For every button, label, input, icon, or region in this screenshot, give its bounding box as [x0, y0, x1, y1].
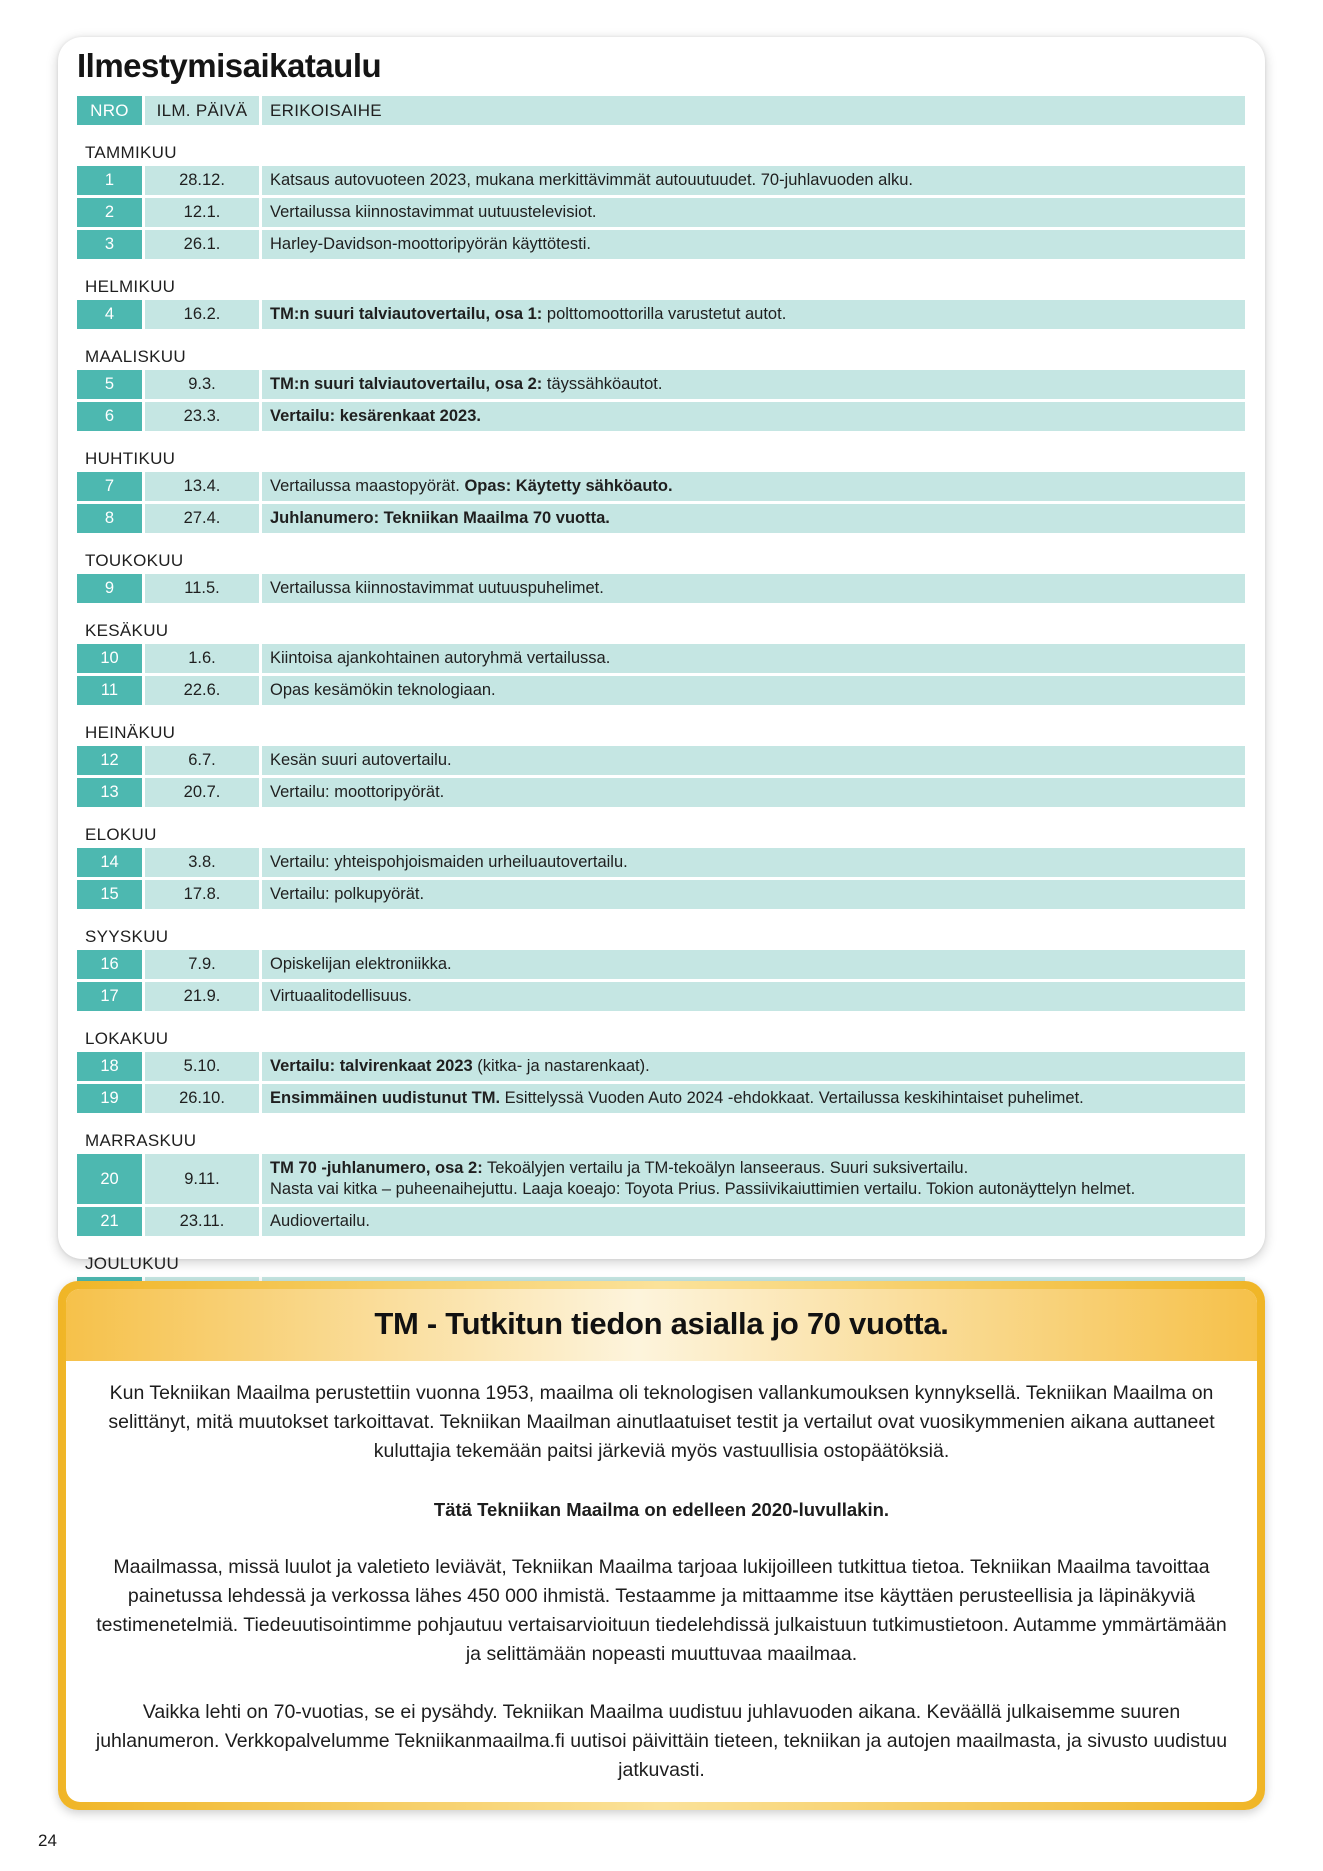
topic-bold-text: Opas: Käytetty sähköauto.: [464, 477, 673, 495]
issue-topic: [259, 880, 1245, 909]
issue-row: [77, 230, 1245, 259]
issue-number: 3: [77, 230, 142, 259]
schedule-title: Ilmestymisaikataulu: [77, 47, 382, 84]
month-label: HUHTIKUU: [85, 449, 176, 468]
issue-number: 14: [77, 848, 142, 877]
issue-topic: [259, 472, 1245, 501]
page-number: 24: [38, 1831, 57, 1850]
month-row: [77, 262, 1245, 297]
issue-topic: [259, 778, 1245, 807]
issue-date: 9.11.: [142, 1154, 259, 1204]
topic-text: Opiskelijan elektroniikka.: [270, 955, 452, 973]
issue-row: [77, 472, 1245, 501]
month-label: LOKAKUU: [85, 1029, 169, 1048]
issue-row: [77, 1154, 1245, 1204]
issue-topic: [259, 402, 1245, 431]
issue-topic: [259, 676, 1245, 705]
issue-number: 8: [77, 504, 142, 533]
issue-row: [77, 880, 1245, 909]
schedule-body: [77, 128, 1245, 1306]
topic-text: Audiovertailu.: [270, 1212, 370, 1230]
topic-text: Kiintoisa ajankohtainen autoryhmä vertailussa.: [270, 649, 611, 667]
issue-row: [77, 1084, 1245, 1113]
month-row: [77, 606, 1245, 641]
issue-date: 28.12.: [142, 166, 259, 195]
topic-bold-text: Vertailu: talvirenkaat 2023: [270, 1057, 473, 1075]
topic-text: Nasta vai kitka – puheenaihejuttu. Laaja koeajo: Toyota Prius. Passiivikaiuttimien vertailu. Tokion autonäyttelyn helmet.: [270, 1180, 1136, 1198]
issue-number: 7: [77, 472, 142, 501]
info-paragraph-3: Vaikka lehti on 70-vuotias, se ei pysähdy. Tekniikan Maailma uudistuu juhlavuoden aikana. Keväällä julkaisemme suuren juhlanumeron. Verkkopalvelumme Tekniikanmaailma.fi uutisoi päivittäin tieteen, tekniikan ja autojen maailmasta, ja sivusto uudistuu jatkuvasti.: [95, 1701, 1228, 1781]
issue-date: 26.10.: [142, 1084, 259, 1113]
issue-row: [77, 198, 1245, 227]
month-row: [77, 434, 1245, 469]
issue-date: 13.4.: [142, 472, 259, 501]
issue-date: 1.6.: [142, 644, 259, 673]
issue-row: [77, 950, 1245, 979]
issue-number: 9: [77, 574, 142, 603]
issue-number: 6: [77, 402, 142, 431]
issue-number: 11: [77, 676, 142, 705]
topic-bold-text: Vertailu: kesärenkaat 2023.: [270, 407, 481, 425]
issue-row: [77, 644, 1245, 673]
issue-topic: [259, 230, 1245, 259]
month-label: MARRASKUU: [85, 1131, 197, 1150]
issue-row: [77, 1207, 1245, 1236]
header-topic: ERIKOISAIHE: [259, 96, 1245, 125]
month-label: TAMMIKUU: [85, 143, 177, 162]
topic-bold-text: Ensimmäinen uudistunut TM.: [270, 1089, 501, 1107]
issue-number: 17: [77, 982, 142, 1011]
month-label: KESÄKUU: [85, 621, 169, 640]
issue-row: [77, 746, 1245, 775]
issue-number: 1: [77, 166, 142, 195]
issue-row: [77, 574, 1245, 603]
issue-row: [77, 166, 1245, 195]
topic-text: Tekoälyjen vertailu ja TM-tekoälyn lanseeraus. Suuri suksivertailu.: [482, 1159, 969, 1177]
topic-bold-text: TM:n suuri talviautovertailu, osa 1:: [270, 305, 543, 323]
issue-number: 13: [77, 778, 142, 807]
month-label: ELOKUU: [85, 825, 157, 844]
issue-row: [77, 676, 1245, 705]
issue-topic: [259, 746, 1245, 775]
topic-text: Vertailu: moottoripyörät.: [270, 783, 445, 801]
month-row: [77, 1116, 1245, 1151]
issue-topic: [259, 950, 1245, 979]
issue-row: [77, 370, 1245, 399]
issue-number: 12: [77, 746, 142, 775]
issue-number: 20: [77, 1154, 142, 1204]
issue-date: 20.7.: [142, 778, 259, 807]
issue-number: 2: [77, 198, 142, 227]
issue-date: 26.1.: [142, 230, 259, 259]
month-label: JOULUKUU: [85, 1254, 180, 1273]
issue-topic: [259, 300, 1245, 329]
header-date: ILM. PÄIVÄ: [142, 96, 259, 125]
issue-row: [77, 1052, 1245, 1081]
issue-date: 5.10.: [142, 1052, 259, 1081]
issue-topic: [259, 982, 1245, 1011]
issue-topic: [259, 1154, 1245, 1204]
issue-date: 3.8.: [142, 848, 259, 877]
month-row: [77, 708, 1245, 743]
issue-date: 11.5.: [142, 574, 259, 603]
issue-topic: [259, 848, 1245, 877]
topic-text: Vertailussa kiinnostavimmat uutuustelevisiot.: [270, 203, 597, 221]
month-row: [77, 912, 1245, 947]
topic-text: Vertailussa kiinnostavimmat uutuuspuhelimet.: [270, 579, 604, 597]
month-label: SYYSKUU: [85, 927, 169, 946]
topic-text: polttomoottorilla varustetut autot.: [542, 305, 787, 323]
issue-number: 15: [77, 880, 142, 909]
issue-number: 10: [77, 644, 142, 673]
month-label: MAALISKUU: [85, 347, 186, 366]
month-row: [77, 1239, 1245, 1274]
header-nro: NRO: [77, 96, 142, 125]
issue-topic: [259, 644, 1245, 673]
issue-date: 21.9.: [142, 982, 259, 1011]
issue-number: 5: [77, 370, 142, 399]
issue-date: 16.2.: [142, 300, 259, 329]
info-box-body: [94, 1379, 1229, 1802]
topic-bold-text: TM 70 -juhlanumero, osa 2:: [270, 1159, 483, 1177]
topic-text: Katsaus autovuoteen 2023, mukana merkittävimmät autouutuudet. 70-juhlavuoden alku.: [270, 171, 913, 189]
issue-row: [77, 504, 1245, 533]
schedule-table: [77, 93, 1245, 1309]
issue-number: 4: [77, 300, 142, 329]
issue-row: [77, 982, 1245, 1011]
month-row: [77, 1014, 1245, 1049]
month-row: [77, 810, 1245, 845]
topic-text: Vertailussa maastopyörät.: [270, 477, 465, 495]
topic-text: Opas kesämökin teknologiaan.: [270, 681, 496, 699]
topic-text: Vertailu: yhteispohjoismaiden urheiluautovertailu.: [270, 853, 628, 871]
issue-number: 21: [77, 1207, 142, 1236]
issue-date: 22.6.: [142, 676, 259, 705]
issue-topic: [259, 370, 1245, 399]
info-highlight: Tätä Tekniikan Maailma on edelleen 2020-luvullakin.: [433, 1499, 890, 1520]
issue-number: 18: [77, 1052, 142, 1081]
issue-date: 7.9.: [142, 950, 259, 979]
month-row: [77, 128, 1245, 163]
issue-topic: [259, 1084, 1245, 1113]
issue-number: 16: [77, 950, 142, 979]
month-label: HELMIKUU: [85, 277, 176, 296]
issue-date: 6.7.: [142, 746, 259, 775]
topic-text: täyssähköautot.: [542, 375, 663, 393]
issue-date: 27.4.: [142, 504, 259, 533]
topic-text: Harley-Davidson-moottoripyörän käyttötesti.: [270, 235, 591, 253]
issue-date: 12.1.: [142, 198, 259, 227]
topic-text: (kitka- ja nastarenkaat).: [472, 1057, 650, 1075]
topic-text: Kesän suuri autovertailu.: [270, 751, 452, 769]
issue-date: 17.8.: [142, 880, 259, 909]
month-row: [77, 536, 1245, 571]
issue-row: [77, 778, 1245, 807]
topic-text: Virtuaalitodellisuus.: [270, 987, 412, 1005]
schedule-card: [58, 37, 1265, 1273]
issue-date: 9.3.: [142, 370, 259, 399]
issue-number: 19: [77, 1084, 142, 1113]
info-box: [58, 1281, 1265, 1810]
issue-topic: [259, 166, 1245, 195]
info-box-title: TM - Tutkitun tiedon asialla jo 70 vuotta.: [374, 1306, 949, 1341]
month-row: [77, 332, 1245, 367]
month-label: TOUKOKUU: [85, 551, 184, 570]
info-paragraph-1: Kun Tekniikan Maailma perustettiin vuonna 1953, maailma oli teknologisen vallankumouksen kynnyksellä. Tekniikan Maailma on selittänyt, mitä muutokset tarkoittavat. Tekniikan Maailman ainutlaatuiset testit ja vertailut ovat vuosikymmenien aikana auttaneet kuluttajia tekemään paitsi järkeviä myös vastuullisia ostopäätöksiä.: [108, 1382, 1215, 1462]
issue-row: [77, 300, 1245, 329]
issue-topic: [259, 574, 1245, 603]
issue-date: 23.11.: [142, 1207, 259, 1236]
info-box-inner: [66, 1289, 1257, 1802]
topic-text: Vertailu: polkupyörät.: [270, 885, 425, 903]
issue-topic: [259, 198, 1245, 227]
issue-topic: [259, 1207, 1245, 1236]
schedule-header-row: [77, 96, 1245, 125]
topic-text: Esittelyssä Vuoden Auto 2024 -ehdokkaat. Vertailussa keskihintaiset puhelimet.: [500, 1089, 1084, 1107]
issue-row: [77, 848, 1245, 877]
info-paragraph-2: Maailmassa, missä luulot ja valetieto leviävät, Tekniikan Maailma tarjoaa lukijoilleen tutkittua tietoa. Tekniikan Maailma tavoittaa painetussa lehdessä ja verkossa lähes 450 000 ihmistä. Testaamme ja mittaamme itse käyttäen perusteellisia ja läpinäkyviä testimenetelmiä. Tiedeuutisointimme pohjautuu vertaisarvioituun tiedelehdissä julkaistuun tutkimustietoon. Autamme ymmärtämään ja selittämään nopeasti muuttuvaa maailmaa.: [96, 1556, 1227, 1665]
info-box-header: [66, 1289, 1257, 1361]
issue-date: 23.3.: [142, 402, 259, 431]
topic-bold-text: TM:n suuri talviautovertailu, osa 2:: [270, 375, 543, 393]
issue-row: [77, 402, 1245, 431]
issue-topic: [259, 504, 1245, 533]
month-label: HEINÄKUU: [85, 723, 176, 742]
topic-bold-text: Juhlanumero: Tekniikan Maailma 70 vuotta.: [270, 509, 610, 527]
issue-topic: [259, 1052, 1245, 1081]
